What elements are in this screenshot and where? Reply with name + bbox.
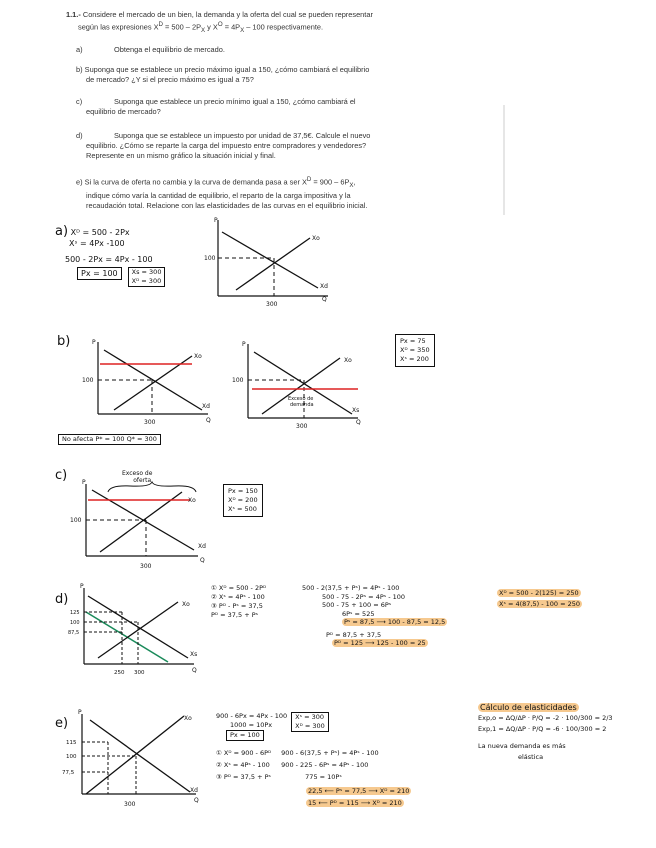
problem-statement xyxy=(66,10,476,36)
problem-intro-text: Considere el mercado de un bien, la demanda y la oferta del cual se pueden representar xyxy=(82,10,373,19)
part-b-result xyxy=(395,334,435,367)
intro-part: – 100 respectivamente. xyxy=(244,22,324,32)
problem-intro xyxy=(66,10,476,20)
eq-line: Xᴰ = 500 - 2Px xyxy=(70,228,130,237)
item-line: Suponga que establece un precio mínimo igual a 150, ¿cómo cambiará el xyxy=(114,97,356,106)
tick-p: 100 xyxy=(70,517,82,524)
intro-part: y X xyxy=(205,22,218,32)
problem-number: 1.1.- xyxy=(66,10,81,19)
intro-part: = 500 – 2P xyxy=(162,22,201,32)
tick-p: 100 xyxy=(82,377,94,384)
sub-x: X xyxy=(240,26,245,34)
tick-ps: 87,5 xyxy=(68,630,80,636)
eq-line: ① Xᴰ = 900 - 6Pᴰ xyxy=(216,749,272,757)
label-xs: Xs xyxy=(352,407,360,414)
tick-ps: 77,5 xyxy=(62,770,75,776)
calc-line: 900 - 6(37,5 + Pˢ) = 4Pˢ - 100 xyxy=(281,749,379,757)
axis-q-label: Q xyxy=(356,419,361,426)
result-xs: Xˢ = 300 xyxy=(295,713,325,721)
label-xo: Xo xyxy=(188,497,196,504)
tick-p: 100 xyxy=(204,255,216,262)
tick-q: 300 xyxy=(140,563,152,570)
conclusion-line: elástica xyxy=(518,753,544,761)
item-label: e) xyxy=(76,177,83,187)
item-line: de mercado? ¿Y si el precio máximo es igual a 75? xyxy=(86,75,254,84)
item-line: Obtenga el equilibrio de mercado. xyxy=(114,45,225,54)
item-line: indique cómo varía la cantidad de equilibrio, el reparto de la carga impositiva y la xyxy=(86,190,351,200)
label-xo: Xo xyxy=(182,601,190,608)
item-label: d) xyxy=(76,131,83,140)
item-label: a) xyxy=(76,45,83,54)
elasticity-title: Cálculo de elasticidades xyxy=(480,703,577,712)
result-box xyxy=(128,267,166,287)
sub-x: X xyxy=(349,181,354,189)
intro-part: según las expresiones X xyxy=(78,22,159,32)
result-xs: Xs = 300 xyxy=(131,268,162,276)
label-xo: Xo xyxy=(194,353,202,360)
item-a xyxy=(76,45,471,55)
graph-c xyxy=(70,476,220,572)
tick-pd: 115 xyxy=(66,740,77,746)
axis-p-label: P xyxy=(92,339,96,346)
note-box: No afecta P* = 100 Q* = 300 xyxy=(58,434,161,445)
sub-x: X xyxy=(201,26,206,34)
item-label: b) xyxy=(76,65,83,74)
elasticity-line: Exp,o = ΔQ/ΔP · P/Q = -2 · 100/300 = 2/3 xyxy=(478,714,613,722)
graph-d xyxy=(64,582,214,682)
tick-q: 300 xyxy=(124,801,136,808)
calc-line: 6Pˢ = 525 xyxy=(342,609,375,618)
excess-demand-label: Exceso de xyxy=(288,396,314,402)
axis-q-label: Q xyxy=(200,557,205,564)
tick-pd: 125 xyxy=(70,610,80,616)
calc-line-highlight: Pᴰ = 125 ⟶ 125 - 100 = 25 xyxy=(334,639,426,647)
supply-curve xyxy=(100,492,182,552)
part-e-work xyxy=(216,712,411,809)
result-line: Xˢ = 4(87,5) - 100 = 250 xyxy=(499,600,581,608)
part-d-result xyxy=(497,588,582,610)
part-d-label: d) xyxy=(55,592,69,607)
calc-line: Pᴰ = 87,5 + 37,5 xyxy=(326,630,382,639)
result-box: Px = 100 xyxy=(77,267,122,280)
part-d-calc xyxy=(302,584,447,648)
eq-line: ③ Pᴰ = 37,5 + Pˢ xyxy=(216,773,271,781)
result-line: Xᴰ = 500 - 2(125) = 250 xyxy=(499,589,579,597)
tick-q: 300 xyxy=(144,419,156,426)
graph-b1 xyxy=(70,334,220,430)
part-e-label: e) xyxy=(55,716,69,731)
sup-o: O xyxy=(217,21,223,28)
result-line-highlight: 22,5 ⟵ Pˢ = 77,5 ⟶ Xᴰ = 210 xyxy=(308,787,410,795)
item-line: Suponga que se establece un impuesto por unidad de 37,5€. Calcule el nuevo xyxy=(114,131,371,140)
item-line: equilibrio de mercado? xyxy=(86,107,161,116)
part-a-work xyxy=(55,226,165,287)
axis-q-label: Q xyxy=(322,296,327,303)
part-c-label: c) xyxy=(55,468,68,483)
label-xo: Xo xyxy=(184,715,192,722)
item-c xyxy=(76,97,471,117)
result-line: Xˢ = 200 xyxy=(400,355,429,363)
tick-q1: 250 xyxy=(114,670,125,676)
eq-line: 900 - 6Px = 4Px - 100 xyxy=(216,712,288,720)
axis-q-label: Q xyxy=(206,417,211,424)
label-xo: Xo xyxy=(344,357,352,364)
graph-b2 xyxy=(228,336,378,436)
axis-p-label: P xyxy=(214,217,218,224)
eq-line: Pᴰ = 37,5 + Pˢ xyxy=(211,611,259,619)
tick-q: 300 xyxy=(296,423,308,430)
calc-line: 500 - 75 + 100 = 6Pˢ xyxy=(322,601,392,609)
label-xd: Xd xyxy=(198,543,206,550)
item-line: Si la curva de oferta no cambia y la curva de demanda pasa a ser X xyxy=(84,177,307,187)
result-xd: Xᴰ = 300 xyxy=(131,277,162,285)
calc-line: 500 - 2(37,5 + Pˢ) = 4Pˢ - 100 xyxy=(302,584,400,592)
elasticity-line: Exp,1 = ΔQ/ΔP · P/Q = -6 · 100/300 = 2 xyxy=(478,725,607,733)
tick-p: 100 xyxy=(66,754,77,760)
part-b-note xyxy=(58,434,161,445)
graph-e xyxy=(60,706,210,816)
item-line-tail: = 900 – 6P xyxy=(311,177,350,187)
demand-curve xyxy=(222,232,318,288)
axis-p-label: P xyxy=(78,709,82,716)
part-b-label: b) xyxy=(57,334,71,349)
item-b xyxy=(76,65,471,85)
item-label: c) xyxy=(76,97,83,106)
result-xd: Xᴰ = 300 xyxy=(295,722,325,730)
item-line: Suponga que se establece un precio máximo igual a 150, ¿cómo cambiará el equilibrio xyxy=(84,65,370,74)
item-d xyxy=(76,131,471,161)
item-line: recaudación total. Relacione con las elasticidades de las curvas en el equilibrio inicial. xyxy=(86,200,368,210)
calc-line: 900 - 225 - 6Pˢ = 4Pˢ - 100 xyxy=(281,761,369,769)
result-box xyxy=(291,712,329,732)
axis-p-label: P xyxy=(82,479,86,486)
label-line: oferta xyxy=(133,477,152,484)
part-a-label: a) xyxy=(55,224,69,239)
conclusion-line: La nueva demanda es más xyxy=(478,742,566,750)
result-line: Px = 75 xyxy=(400,337,426,345)
supply-curve xyxy=(236,238,310,290)
eq-line: Xˢ = 4Px -100 xyxy=(69,239,125,248)
sup-d: D xyxy=(306,176,312,183)
eq-line: ① Xᴰ = 500 - 2Pᴰ xyxy=(211,584,267,592)
item-line: equilibrio. ¿Cómo se reparte la carga del impuesto entre compradores y vendedores? xyxy=(86,141,367,150)
eq-line: ② Xˢ = 4Pˢ - 100 xyxy=(216,761,270,769)
axis-q-label: Q xyxy=(194,797,199,804)
excess-demand-label2: demanda xyxy=(290,402,314,408)
result-line: Xᴰ = 350 xyxy=(400,346,430,354)
label-xs: Xs xyxy=(190,651,198,658)
problem-intro-line2 xyxy=(66,20,476,36)
part-c-result xyxy=(223,484,263,517)
result-line: Xˢ = 500 xyxy=(228,505,257,513)
item-line: Represente en un mismo gráfico la situación inicial y final. xyxy=(86,151,276,160)
tick-q: 300 xyxy=(266,301,278,308)
result-line-highlight: 15 ⟵ Pᴰ = 115 ⟶ Xᴰ = 210 xyxy=(308,799,402,807)
eq-line: ③ Pᴰ - Pˢ = 37,5 xyxy=(211,602,263,610)
eq-line: ② Xˢ = 4Pˢ - 100 xyxy=(211,593,265,601)
tick-q2: 300 xyxy=(134,670,145,676)
item-e: e) Si la curva de oferta no cambia y la curva de demanda pasa a ser $X^D = 900 - 6P_X$, indique cómo varía la cantidad de equilibrio, el reparto de la carga impositiva y la recaudación total. Relacione con las elasticidades de las curvas en el equilibrio inicial. xyxy=(76,176,368,210)
label-xd: Xd xyxy=(320,283,328,290)
intro-part: = 4P xyxy=(222,22,241,32)
label-line: Exceso de xyxy=(122,470,153,477)
result-line: Xᴰ = 200 xyxy=(228,496,258,504)
label-xo: Xo xyxy=(312,235,320,242)
sup-d: D xyxy=(158,21,163,28)
calc-line: 775 = 10Pˢ xyxy=(305,773,342,781)
margin-rule xyxy=(503,105,505,215)
eq-line: 1000 = 10Px xyxy=(230,721,273,729)
label-xd: Xd xyxy=(190,787,198,794)
calc-line: 500 - 75 - 2Pˢ = 4Pˢ - 100 xyxy=(322,592,406,601)
axis-p-label: P xyxy=(242,341,246,348)
elasticity-section xyxy=(478,702,613,763)
eq-line: 500 - 2Px = 4Px - 100 xyxy=(65,255,153,264)
axis-p-label: P xyxy=(80,583,84,590)
label-xd: Xd xyxy=(202,403,210,410)
result-line: Px = 150 xyxy=(228,487,258,495)
axis-q-label: Q xyxy=(192,667,197,674)
graph-a xyxy=(200,214,350,310)
tick-p: 100 xyxy=(232,377,244,384)
result-box: Px = 100 xyxy=(226,730,264,741)
tick-p: 100 xyxy=(70,620,80,626)
part-d-equations xyxy=(211,584,266,620)
calc-line-highlight: Pˢ = 87,5 ⟶ 100 - 87,5 = 12,5 xyxy=(344,618,446,626)
brace xyxy=(108,482,196,492)
